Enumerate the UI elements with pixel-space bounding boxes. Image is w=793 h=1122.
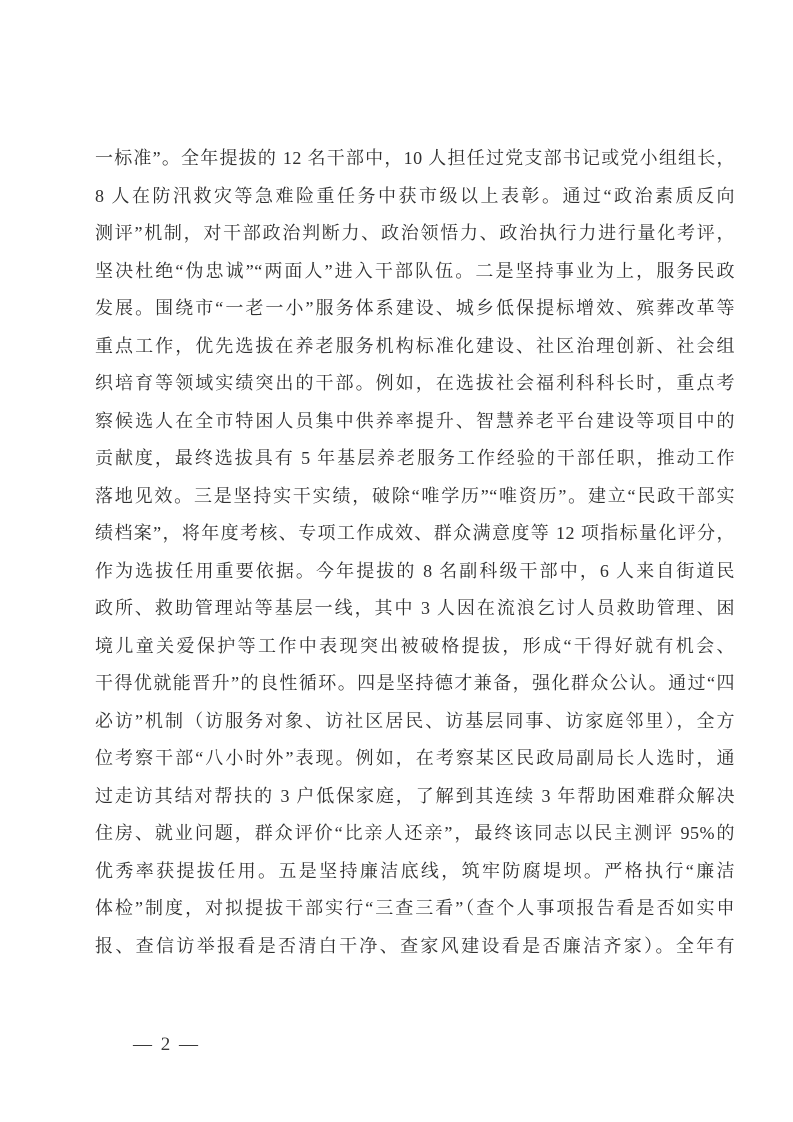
- text-line: 体检”制度，对拟提拔干部实行“三查三看”（查个人事项报告看是否如实申: [95, 898, 735, 918]
- text-line: 位考察干部“八小时外”表现。例如，在考察某区民政局副局长人选时，通: [95, 748, 735, 768]
- text-line: 住房、就业问题，群众评价“比亲人还亲”，最终该同志以民主测评 95%的: [95, 823, 735, 843]
- text-line: 织培育等领域实绩突出的干部。例如，在选拔社会福利科科长时，重点考: [95, 373, 735, 393]
- text-line: 发展。围绕市“一老一小”服务体系建设、城乡低保提标增效、殡葬改革等: [95, 298, 735, 318]
- text-line: 测评”机制，对干部政治判断力、政治领悟力、政治执行力进行量化考评，: [95, 223, 735, 243]
- text-line: 贡献度，最终选拔具有 5 年基层养老服务工作经验的干部任职，推动工作: [95, 448, 735, 468]
- text-line: 干得优就能晋升”的良性循环。四是坚持德才兼备，强化群众公认。通过“四: [95, 673, 735, 693]
- body-text: [95, 140, 735, 965]
- text-line: 境儿童关爱保护等工作中表现突出被破格提拔，形成“干得好就有机会、: [95, 635, 735, 656]
- text-line: 重点工作，优先选拔在养老服务机构标准化建设、社区治理创新、社会组: [95, 335, 735, 356]
- text-line: 作为选拔任用重要依据。今年提拔的 8 名副科级干部中，6 人来自街道民: [95, 560, 735, 581]
- page-number: — 2 —: [133, 1034, 200, 1055]
- text-line: 绩档案”，将年度考核、专项工作成效、群众满意度等 12 项指标量化评分，: [95, 523, 735, 543]
- text-line: 报、查信访举报看是否清白干净、查家风建设看是否廉洁齐家）。全年有: [95, 935, 735, 956]
- text-line: 必访”机制（访服务对象、访社区居民、访基层同事、访家庭邻里），全方: [95, 710, 735, 731]
- text-line: 8 人在防汛救灾等急难险重任务中获市级以上表彰。通过“政治素质反向: [95, 185, 735, 206]
- text-line: 坚决杜绝“伪忠诚”“两面人”进入干部队伍。二是坚持事业为上，服务民政: [95, 260, 735, 281]
- text-line: 察候选人在全市特困人员集中供养率提升、智慧养老平台建设等项目中的: [95, 410, 735, 431]
- text-line: 优秀率获提拔任用。五是坚持廉洁底线，筑牢防腐堤坝。严格执行“廉洁: [95, 860, 735, 881]
- text-line: 政所、救助管理站等基层一线，其中 3 人因在流浪乞讨人员救助管理、困: [95, 598, 735, 618]
- text-line: 过走访其结对帮扶的 3 户低保家庭，了解到其连续 3 年帮助困难群众解决: [95, 785, 735, 806]
- text-line: 一标准”。全年提拔的 12 名干部中，10 人担任过党支部书记或党小组组长，: [95, 148, 735, 168]
- text-line: 落地见效。三是坚持实干实绩，破除“唯学历”“唯资历”。建立“民政干部实: [95, 485, 735, 506]
